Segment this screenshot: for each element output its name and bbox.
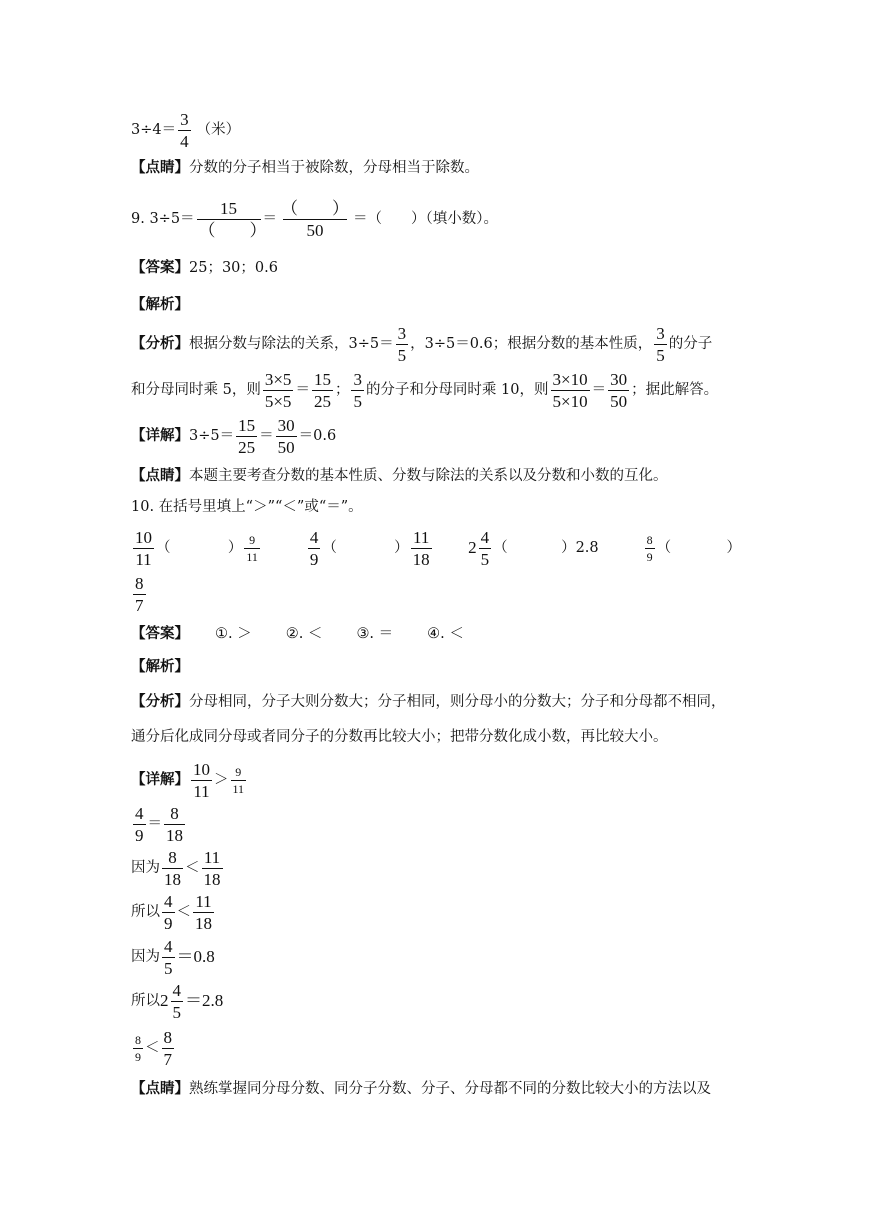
question-10-items <box>131 526 741 570</box>
dianjing-10 <box>131 1079 711 1099</box>
detail-10-step6 <box>131 979 223 1023</box>
analysis-text: ；据此解答。 <box>631 382 719 398</box>
detail-9 <box>131 414 336 458</box>
fraction: $\frac{11}{18}$ <box>412 527 430 569</box>
fraction: $\frac{30}{50}$ <box>277 415 295 457</box>
fraction: $\frac{10}{11}$ <box>193 759 210 801</box>
result-text: ＝0.8 <box>176 947 215 966</box>
fraction: $\frac{8}{7}$ <box>135 573 144 615</box>
because-text: 因为 <box>131 949 160 965</box>
equals-sign: ＝ <box>591 382 607 398</box>
result-text: ＝2.8 <box>185 991 224 1010</box>
answer-4: ④. ＜ <box>427 626 464 642</box>
analysis-9-line1 <box>131 322 712 366</box>
dianjing-9 <box>131 466 668 486</box>
less-sign: ＜ <box>145 1040 160 1056</box>
paren-open: （ <box>156 540 171 556</box>
dianjing-1 <box>131 158 479 178</box>
equals-sign: ＝ <box>262 211 278 227</box>
detail-10-step5 <box>131 935 215 979</box>
tag-answer: 【答案】 <box>131 259 189 276</box>
dianjing-text: 本题主要考查分数的基本性质、分数与除法的关系以及分数和小数的互化。 <box>189 468 668 484</box>
question-9 <box>131 196 498 242</box>
fraction: $\frac{3\times 5}{5\times 5}$ <box>264 369 292 411</box>
detail-10-step7 <box>131 1026 176 1070</box>
tag-dianjing: 【点睛】 <box>131 1080 189 1097</box>
paren-open: （ <box>493 540 508 556</box>
answer-1: ①. ＞ <box>215 626 252 642</box>
analysis-text: 分母相同，分子大则分数大；分子相同，则分母小的分数大；分子和分母都不相同， <box>189 694 726 710</box>
detail-text: ＝0.6 <box>298 428 337 444</box>
fraction: $\frac{15}{25}$ <box>313 369 331 411</box>
fraction: $\frac{9}{11}$ <box>232 764 245 796</box>
fraction: $\frac{4}{5}$ <box>164 936 173 978</box>
fraction: $\frac{4}{9}$ <box>164 891 173 933</box>
decimal-value: 2.8 <box>575 540 599 556</box>
fraction: $\frac{15}{25}$ <box>238 415 256 457</box>
so-text: 所以 <box>131 904 160 920</box>
less-sign: ＜ <box>185 860 200 876</box>
tag-jiexi: 【解析】 <box>131 658 189 675</box>
fraction: $\frac{9}{11}$ <box>246 532 258 564</box>
mixed-number: 2 $\frac{4}{5}$ <box>160 980 181 1022</box>
fraction: $\frac{( )}{50}$ <box>281 198 350 240</box>
fraction: $\frac{15}{( )}$ <box>198 198 267 240</box>
fraction: $\frac{8}{7}$ <box>163 1027 172 1069</box>
unit-text: （米） <box>196 122 241 138</box>
dianjing-text: 熟练掌握同分母分数、同分子分数、分子、分母都不同的分数比较大小的方法以及 <box>189 1081 711 1097</box>
analysis-10-line1 <box>131 692 726 712</box>
answer-3: ③. ＝ <box>356 626 394 642</box>
fraction: $\frac{11}{18}$ <box>203 847 221 889</box>
fill-decimal-text: ＝（ ）（填小数）。 <box>353 211 499 227</box>
so-text: 所以 <box>131 993 160 1009</box>
paren-open: （ <box>656 540 672 556</box>
paren-open: （ <box>322 540 337 556</box>
answer-2: ②. ＜ <box>285 626 323 642</box>
paren-close: ） <box>394 540 409 556</box>
tag-dianjing: 【点睛】 <box>131 467 189 484</box>
equals-sign: ＝ <box>259 428 274 444</box>
answer-10 <box>131 624 464 644</box>
answer-text: 25；30；0.6 <box>189 260 278 276</box>
fraction: $\frac{4}{9}$ <box>309 527 319 569</box>
equals-sign: ＝ <box>147 816 162 832</box>
equals-sign: ＝ <box>295 382 310 398</box>
fraction: $\frac{3\times 10}{5\times 10}$ <box>552 369 588 411</box>
fraction: $\frac{4}{9}$ <box>135 803 144 845</box>
analysis-text: 的分子和分母同时乘 10，则 <box>365 382 549 398</box>
question-10-last-fraction <box>131 572 148 616</box>
tag-analysis: 【分析】 <box>131 693 189 710</box>
dianjing-text: 分数的分子相当于被除数，分母相当于除数。 <box>189 160 479 176</box>
tag-detail: 【详解】 <box>131 427 189 444</box>
less-sign: ＜ <box>176 904 191 920</box>
detail-text: 3÷5＝ <box>189 428 235 444</box>
question-text: 10. 在括号里填上“＞”“＜”或“＝”。 <box>131 499 363 515</box>
jiexi-10 <box>131 657 189 677</box>
analysis-text: 和分母同时乘 5，则 <box>131 382 261 398</box>
question-number: 9. 3÷5＝ <box>131 211 195 227</box>
paren-close: ） <box>227 540 243 556</box>
line-3-div-4 <box>131 108 240 152</box>
fraction: $\frac{4}{5}$ <box>172 980 181 1022</box>
tag-jiexi: 【解析】 <box>131 296 189 313</box>
greater-sign: ＞ <box>214 772 229 788</box>
fraction: $\frac{3}{5}$ <box>353 369 362 411</box>
tag-dianjing: 【点睛】 <box>131 159 189 176</box>
mixed-number: 2 $\frac{4}{5}$ <box>468 527 490 569</box>
tag-answer: 【答案】 <box>131 625 189 642</box>
tag-detail: 【详解】 <box>131 771 189 788</box>
question-10-title <box>131 497 363 517</box>
analysis-text: ，3÷5＝0.6；根据分数的基本性质， <box>410 336 653 352</box>
because-text: 因为 <box>131 860 160 876</box>
fraction: $\frac{30}{50}$ <box>610 369 628 411</box>
analysis-text: 根据分数与除法的关系，3÷5＝ <box>189 336 394 352</box>
jiexi-9 <box>131 295 189 315</box>
detail-10-step4 <box>131 890 216 934</box>
fraction: $\frac{8}{9}$ <box>646 532 653 564</box>
fraction: $\frac{11}{18}$ <box>195 891 212 933</box>
detail-10-step1 <box>131 758 248 802</box>
fraction: $\frac{10}{11}$ <box>135 527 152 569</box>
detail-10-step3 <box>131 846 225 890</box>
fraction: $\frac{3}{4}$ <box>180 109 189 151</box>
paren-close: ） <box>561 540 576 556</box>
paren-close: ） <box>726 540 741 556</box>
analysis-text: 的分子 <box>668 336 713 352</box>
fraction: $\frac{8}{9}$ <box>135 1032 141 1064</box>
detail-10-step2 <box>131 802 187 846</box>
analysis-text: 通分后化成同分母或者同分子的分数再比较大小；把带分数化成小数，再比较大小。 <box>131 729 668 745</box>
fraction: $\frac{4}{5}$ <box>480 527 490 569</box>
fraction: $\frac{8}{18}$ <box>166 803 183 845</box>
analysis-text: ； <box>334 382 350 398</box>
analysis-10-line2 <box>131 727 668 747</box>
fraction: $\frac{8}{18}$ <box>164 847 181 889</box>
fraction: $\frac{3}{5}$ <box>656 323 665 365</box>
expr-text: 3÷4＝ <box>131 122 177 138</box>
fraction: $\frac{3}{5}$ <box>397 323 407 365</box>
tag-analysis: 【分析】 <box>131 335 189 352</box>
answer-9 <box>131 258 278 278</box>
analysis-9-line2 <box>131 368 718 412</box>
